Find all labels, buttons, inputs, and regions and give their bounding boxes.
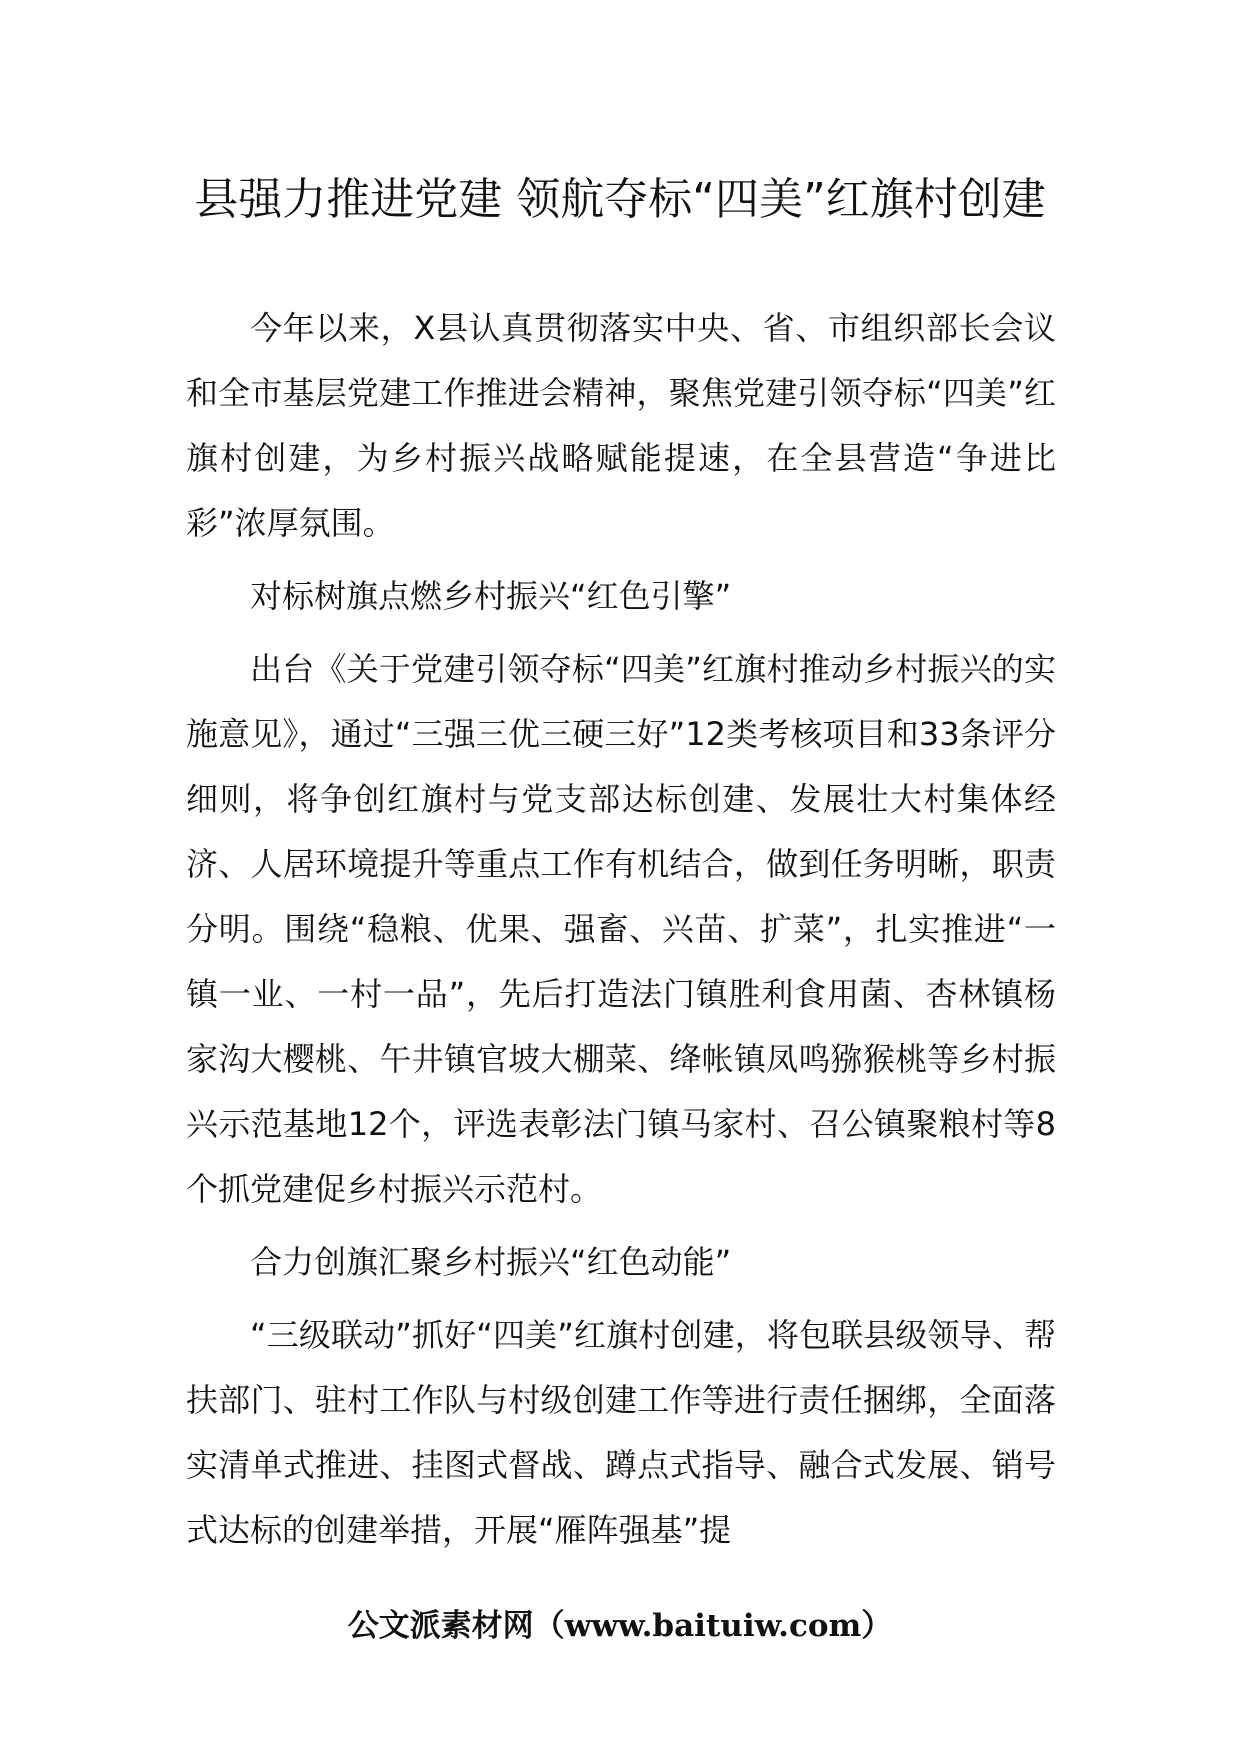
paragraph-intro: 今年以来，X县认真贯彻落实中央、省、市组织部长会议和全市基层党建工作推进会精神，聚焦党建引领夺标“四美”红旗村创建，为乡村振兴战略赋能提速，在全县营造“争进比彩”浓厚氛围。	[186, 309, 1056, 542]
section-heading-2: 合力创旗汇聚乡村振兴“红色动能”	[250, 1243, 732, 1281]
footer-source: 公文派素材网（www.baituiw.com）	[347, 1608, 893, 1644]
paragraph-section-1: 出台《关于党建引领夺标“四美”红旗村推动乡村振兴的实施意见》，通过“三强三优三硬三好”12类考核项目和33条评分细则，将争创红旗村与党支部达标创建、发展壮大村集体经济、人居环境提升等重点工作有机结合，做到任务明晰，职责分明。围绕“稳粮、优果、强畜、兴苗、扩菜”，扎实推进“一镇一业、一村一品”，先后打造法门镇胜利食用菌、杏林镇杨家沟大樱桃、午井镇官坡大棚菜、绛帐镇凤鸣猕猴桃等乡村振兴示范基地12个，评选表彰法门镇马家村、召公镇聚粮村等8个抓党建促乡村振兴示范村。	[186, 650, 1056, 1208]
paragraph-section-2: “三级联动”抓好“四美”红旗村创建，将包联县级领导、帮扶部门、驻村工作队与村级创建工作等进行责任捆绑，全面落实清单式推进、挂图式督战、蹲点式指导、融合式发展、销号式达标的创建举措，开展“雁阵强基”提	[186, 1316, 1056, 1549]
document-body	[186, 296, 1056, 1563]
document-title: 县强力推进党建 领航夺标“四美”红旗村创建	[194, 174, 1046, 225]
section-heading-1: 对标树旗点燃乡村振兴“红色引擎”	[250, 577, 732, 615]
